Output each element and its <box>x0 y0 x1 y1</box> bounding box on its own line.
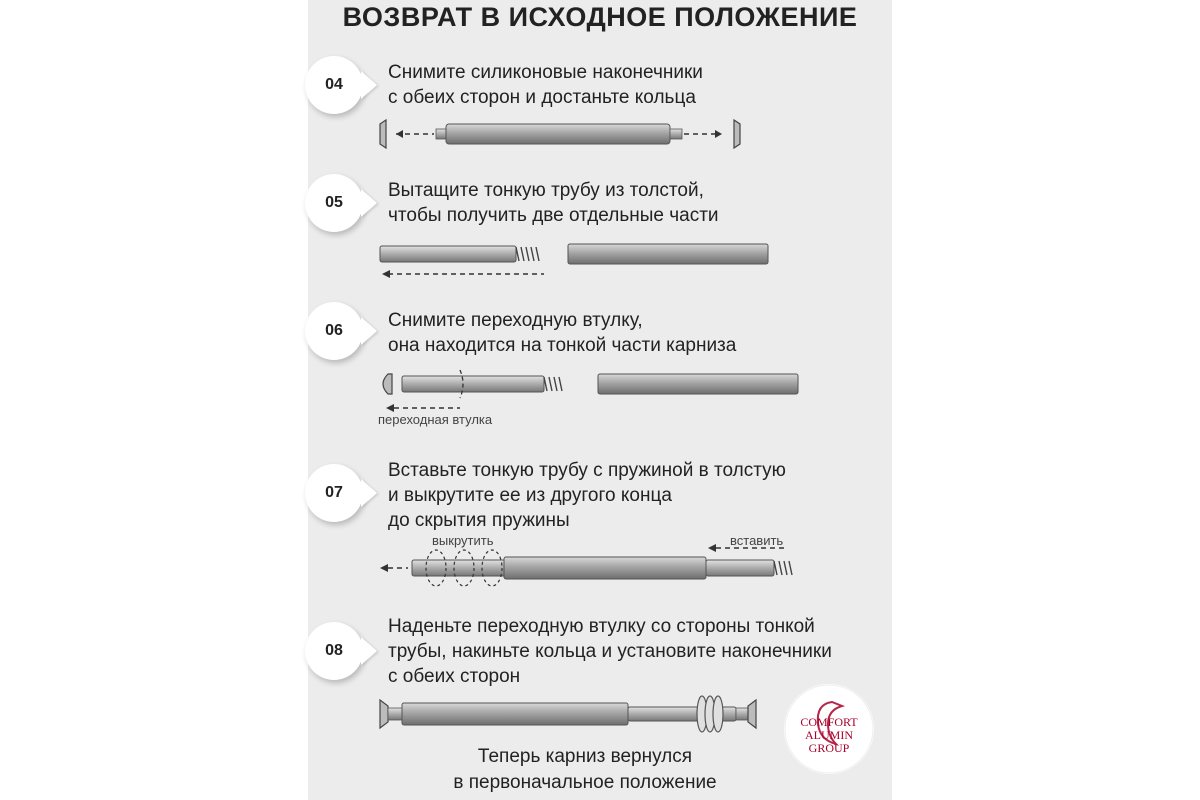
step-line: чтобы получить две отдельные части <box>388 205 719 226</box>
step-07-illustration <box>374 540 804 590</box>
step-number: 08 <box>325 642 343 659</box>
end-cap-left-icon <box>380 700 388 728</box>
arrow-left-icon <box>386 404 394 412</box>
step-07-badge <box>305 464 363 522</box>
step-line: до скрытия пружины <box>388 510 570 531</box>
step-04-text <box>388 60 703 110</box>
step-line: Снимите силиконовые наконечники <box>388 62 703 83</box>
step-line: с обеих сторон <box>388 666 521 687</box>
step-line: с обеих сторон и достаньте кольца <box>388 87 696 108</box>
arrow-left-icon <box>380 564 388 572</box>
end-cap-left-icon <box>380 120 386 148</box>
bushing-icon <box>383 374 392 394</box>
step-number: 07 <box>325 484 343 501</box>
final-note <box>400 744 770 796</box>
step-line: трубы, накиньте кольца и установите наконечники <box>388 641 832 662</box>
spring-icon <box>544 377 562 391</box>
end-cap-right-icon <box>748 700 756 728</box>
logo-text: GROUP <box>808 741 850 755</box>
arrow-left-icon <box>396 130 403 138</box>
final-line: в первоначальное положение <box>453 772 717 793</box>
unscrew-caption: выкрутить <box>432 533 494 548</box>
step-line: Вытащите тонкую трубу из толстой, <box>388 180 704 201</box>
step-06-illustration <box>374 364 804 414</box>
step-08-badge <box>305 622 363 680</box>
arrow-left-icon <box>708 544 716 552</box>
step-line: Снимите переходную втулку, <box>388 310 643 331</box>
page-title: ВОЗВРАТ В ИСХОДНОЕ ПОЛОЖЕНИЕ <box>342 2 858 32</box>
step-05-badge <box>305 174 363 232</box>
rings-icon <box>697 696 723 732</box>
arrow-left-icon <box>382 270 390 278</box>
step-07-text <box>388 458 786 533</box>
company-logo <box>784 684 874 774</box>
spring-icon <box>516 247 539 261</box>
final-line: Теперь карниз вернулся <box>477 746 693 767</box>
step-08-illustration <box>374 690 774 738</box>
arrow-right-icon <box>715 130 722 138</box>
logo-mark-icon <box>784 684 874 774</box>
step-line: она находится на тонкой части карниза <box>388 335 737 356</box>
step-06-badge <box>305 302 363 360</box>
step-line: Наденьте переходную втулку со стороны тонкой <box>388 616 815 637</box>
step-number: 06 <box>325 322 343 339</box>
insert-caption: вставить <box>730 533 784 548</box>
step-08-text <box>388 614 832 689</box>
spring-icon <box>774 561 792 575</box>
step-04-illustration <box>370 112 750 162</box>
step-05-illustration <box>374 238 774 284</box>
step-line: Вставьте тонкую трубу с пружиной в толстую <box>388 460 786 481</box>
step-05-text <box>388 178 719 228</box>
step-line: и выкрутите ее из другого конца <box>388 485 672 506</box>
step-number: 04 <box>325 76 343 93</box>
end-cap-right-icon <box>734 120 740 148</box>
step-number: 05 <box>325 194 343 211</box>
step-06-text <box>388 308 736 358</box>
logo-text: ALUMIN <box>805 728 853 742</box>
bushing-caption: переходная втулка <box>378 412 493 427</box>
logo-text: COMFORT <box>800 715 858 729</box>
step-04-badge <box>305 56 363 114</box>
